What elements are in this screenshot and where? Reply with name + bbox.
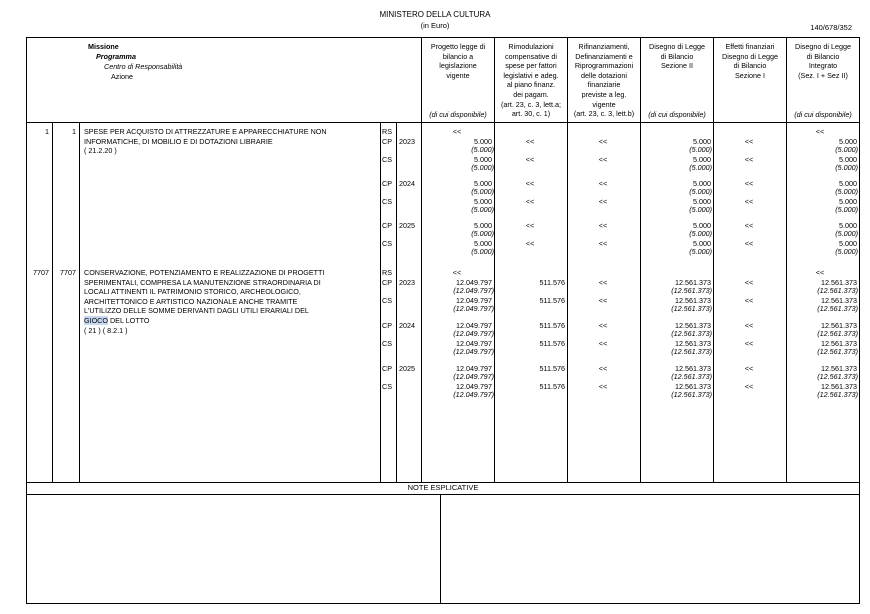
cs-rimodulazioni-value: 511.576: [539, 381, 565, 391]
col-header-sezione-ii-note: (di cui disponibile): [648, 110, 706, 119]
cs-progetto-disponibile: (12.049.797): [453, 390, 494, 400]
cs-rifinanziamenti-value: <<: [598, 295, 608, 305]
cs-effetti-value: <<: [744, 196, 754, 206]
cp-sezione-ii-disponibile: (12.561.373): [671, 286, 712, 296]
row-type-rs: RS: [382, 127, 392, 136]
notes-right-panel: [441, 495, 858, 602]
year-label: 2023: [399, 277, 415, 287]
cp-rifinanziamenti-value: <<: [598, 178, 608, 188]
cp-rifinanziamenti-value: <<: [598, 320, 608, 330]
cs-sezione-ii-value: 12.561.373: [675, 381, 711, 391]
rs-progetto-value: <<: [452, 268, 462, 277]
row-type-cs: CS: [382, 154, 392, 164]
cp-progetto-value: 5.000: [474, 220, 492, 230]
cs-integrato-value: 12.561.373: [821, 338, 857, 348]
cs-integrato-value: 12.561.373: [821, 381, 857, 391]
rs-integrato-value: <<: [815, 127, 825, 136]
cs-progetto-value: 12.049.797: [456, 338, 492, 348]
cp-effetti-value: <<: [744, 220, 754, 230]
cs-integrato-value: 5.000: [839, 238, 857, 248]
cp-effetti-value: <<: [744, 277, 754, 287]
col-header-integrato-note: (di cui disponibile): [794, 110, 852, 119]
cp-progetto-value: 5.000: [474, 136, 492, 146]
row-type-cp: CP: [382, 363, 392, 373]
cs-progetto-value: 12.049.797: [456, 295, 492, 305]
cp-integrato-disponibile: (12.561.373): [817, 286, 858, 296]
cp-effetti-value: <<: [744, 178, 754, 188]
cs-progetto-disponibile: (12.049.797): [453, 347, 494, 357]
cp-rimodulazioni-value: <<: [525, 136, 535, 146]
year-label: 2023: [399, 136, 415, 146]
cs-progetto-value: 5.000: [474, 196, 492, 206]
notes-left-panel: [27, 495, 439, 602]
cp-rifinanziamenti-value: <<: [598, 277, 608, 287]
col-header-rimodulazioni: Rimodulazioni compensative di spese per fattori legislativi e adeg. al piano finanz. dei pagam. (art. 23, c. 3, lett.a; art. 30, c. 1): [501, 42, 561, 119]
cp-integrato-disponibile: (5.000): [835, 145, 858, 155]
cs-rimodulazioni-value: <<: [525, 154, 535, 164]
cs-progetto-disponibile: (5.000): [471, 247, 494, 257]
cp-rifinanziamenti-value: <<: [598, 220, 608, 230]
row-type-cs: CS: [382, 338, 392, 348]
row-type-cp: CP: [382, 136, 392, 146]
cs-sezione-ii-disponibile: (12.561.373): [671, 304, 712, 314]
row-type-cp: CP: [382, 277, 392, 287]
cp-integrato-value: 5.000: [839, 178, 857, 188]
cs-sezione-ii-value: 5.000: [693, 196, 711, 206]
rs-progetto-value: <<: [452, 127, 462, 136]
cp-effetti-value: <<: [744, 136, 754, 146]
cs-progetto-disponibile: (5.000): [471, 205, 494, 215]
cs-rimodulazioni-value: <<: [525, 196, 535, 206]
col-header-rifinanziamenti: Rifinanziamenti, Definanziamenti e Riprogrammazioni delle dotazioni finanziarie previste a leg. vigente (art. 23, c. 3, lett.b): [573, 42, 635, 119]
cs-effetti-value: <<: [744, 238, 754, 248]
cs-sezione-ii-value: 12.561.373: [675, 295, 711, 305]
entry-1-code-a: 1: [45, 127, 49, 136]
cp-progetto-value: 12.049.797: [456, 277, 492, 287]
row-type-cs: CS: [382, 295, 392, 305]
cs-sezione-ii-disponibile: (5.000): [689, 247, 712, 257]
cp-sezione-ii-value: 12.561.373: [675, 320, 711, 330]
col-header-progetto: Progetto legge di bilancio a legislazione vigente: [430, 42, 486, 80]
year-label: 2024: [399, 178, 415, 188]
cp-progetto-disponibile: (5.000): [471, 145, 494, 155]
cs-rimodulazioni-value: <<: [525, 238, 535, 248]
cs-effetti-value: <<: [744, 381, 754, 391]
cp-rimodulazioni-value: 511.576: [539, 320, 565, 330]
cp-progetto-value: 12.049.797: [456, 363, 492, 373]
cp-sezione-ii-disponibile: (5.000): [689, 187, 712, 197]
cs-integrato-disponibile: (5.000): [835, 163, 858, 173]
cp-rifinanziamenti-value: <<: [598, 136, 608, 146]
row-type-cp: CP: [382, 320, 392, 330]
cs-integrato-value: 5.000: [839, 154, 857, 164]
cp-effetti-value: <<: [744, 320, 754, 330]
cs-rifinanziamenti-value: <<: [598, 196, 608, 206]
cs-progetto-disponibile: (5.000): [471, 163, 494, 173]
cs-sezione-ii-disponibile: (5.000): [689, 163, 712, 173]
cs-rimodulazioni-value: 511.576: [539, 338, 565, 348]
cp-sezione-ii-value: 12.561.373: [675, 277, 711, 287]
header-centro: Centro di Responsabilità: [104, 62, 183, 71]
row-type-cp: CP: [382, 178, 392, 188]
cp-rimodulazioni-value: 511.576: [539, 363, 565, 373]
col-header-sezione-ii: Disegno di Legge di Bilancio Sezione II: [649, 42, 705, 71]
cp-effetti-value: <<: [744, 363, 754, 373]
cs-integrato-disponibile: (5.000): [835, 205, 858, 215]
cp-integrato-value: 12.561.373: [821, 277, 857, 287]
entry-1-code-b: 1: [72, 127, 76, 136]
cs-rifinanziamenti-value: <<: [598, 238, 608, 248]
row-type-cs: CS: [382, 238, 392, 248]
row-type-cp: CP: [382, 220, 392, 230]
cs-sezione-ii-disponibile: (5.000): [689, 205, 712, 215]
ministry-title: MINISTERO DELLA CULTURA: [379, 10, 491, 19]
cp-progetto-disponibile: (12.049.797): [453, 329, 494, 339]
unit-label: (in Euro): [420, 21, 450, 30]
row-type-rs: RS: [382, 268, 392, 277]
cp-integrato-disponibile: (5.000): [835, 187, 858, 197]
header-programma: Programma: [96, 52, 136, 61]
year-label: 2025: [399, 363, 415, 373]
cs-rifinanziamenti-value: <<: [598, 381, 608, 391]
notes-title: NOTE ESPLICATIVE: [407, 483, 479, 492]
cs-sezione-ii-value: 5.000: [693, 238, 711, 248]
cp-progetto-disponibile: (5.000): [471, 229, 494, 239]
cp-integrato-disponibile: (5.000): [835, 229, 858, 239]
entry-2-code-b: 7707: [60, 268, 76, 277]
entry-2-code-a: 7707: [33, 268, 49, 277]
cs-effetti-value: <<: [744, 338, 754, 348]
page-reference: 140/678/352: [810, 23, 852, 32]
cs-rifinanziamenti-value: <<: [598, 338, 608, 348]
cp-sezione-ii-disponibile: (5.000): [689, 229, 712, 239]
cp-progetto-disponibile: (5.000): [471, 187, 494, 197]
cp-rifinanziamenti-value: <<: [598, 363, 608, 373]
entry-2-description: CONSERVAZIONE, POTENZIAMENTO E REALIZZAZIONE DI PROGETTI SPERIMENTALI, COMPRESA LA MANUTENZIONE STRAORDINARIA DI LOCALI ATTINENTI IL PATRIMONIO STORICO, ARCHEOLOGICO, ARCHITETTONICO E ARTISTICO NAZIONALE ANCHE TRAMITE L'UTILIZZO DELLE SOMME DERIVANTI DAGLI UTILI ERARIALI DEL GIOCO DEL LOTTO ( 21 ) ( 8.2.1 ): [84, 268, 325, 335]
cp-sezione-ii-disponibile: (12.561.373): [671, 329, 712, 339]
cs-progetto-disponibile: (12.049.797): [453, 304, 494, 314]
cs-progetto-value: 5.000: [474, 154, 492, 164]
cp-integrato-value: 5.000: [839, 136, 857, 146]
cp-progetto-disponibile: (12.049.797): [453, 372, 494, 382]
col-header-progetto-note: (di cui disponibile): [429, 110, 487, 119]
cp-sezione-ii-value: 5.000: [693, 136, 711, 146]
row-type-cs: CS: [382, 196, 392, 206]
cp-sezione-ii-disponibile: (5.000): [689, 145, 712, 155]
entry-1-description: SPESE PER ACQUISTO DI ATTREZZATURE E APPARECCHIATURE NON INFORMATICHE, DI MOBILIO E DI DOTAZIONI LIBRARIE ( 21.2.20 ): [84, 127, 327, 156]
col-header-integrato: Disegno di Legge di Bilancio Integrato (Sez. I + Sez II): [795, 42, 851, 80]
cp-integrato-disponibile: (12.561.373): [817, 372, 858, 382]
cp-integrato-value: 12.561.373: [821, 363, 857, 373]
cs-effetti-value: <<: [744, 295, 754, 305]
row-type-cs: CS: [382, 381, 392, 391]
highlighted-word: GIOCO: [84, 315, 108, 325]
cp-progetto-disponibile: (12.049.797): [453, 286, 494, 296]
cs-rimodulazioni-value: 511.576: [539, 295, 565, 305]
col-header-effetti: Effetti finanziari Disegno di Legge di Bilancio Sezione I: [722, 42, 778, 80]
cs-sezione-ii-value: 5.000: [693, 154, 711, 164]
cs-sezione-ii-disponibile: (12.561.373): [671, 347, 712, 357]
cs-sezione-ii-disponibile: (12.561.373): [671, 390, 712, 400]
cp-rimodulazioni-value: <<: [525, 220, 535, 230]
cp-rimodulazioni-value: 511.576: [539, 277, 565, 287]
cs-progetto-value: 12.049.797: [456, 381, 492, 391]
cp-sezione-ii-disponibile: (12.561.373): [671, 372, 712, 382]
cs-integrato-disponibile: (12.561.373): [817, 347, 858, 357]
cs-integrato-disponibile: (12.561.373): [817, 304, 858, 314]
cs-integrato-value: 12.561.373: [821, 295, 857, 305]
cs-integrato-value: 5.000: [839, 196, 857, 206]
cs-sezione-ii-value: 12.561.373: [675, 338, 711, 348]
cs-integrato-disponibile: (12.561.373): [817, 390, 858, 400]
cp-rimodulazioni-value: <<: [525, 178, 535, 188]
cp-sezione-ii-value: 5.000: [693, 220, 711, 230]
cp-integrato-value: 12.561.373: [821, 320, 857, 330]
cs-integrato-disponibile: (5.000): [835, 247, 858, 257]
rs-integrato-value: <<: [815, 268, 825, 277]
header-missione: Missione: [88, 42, 119, 51]
cp-integrato-value: 5.000: [839, 220, 857, 230]
cs-effetti-value: <<: [744, 154, 754, 164]
cp-progetto-value: 5.000: [474, 178, 492, 188]
cs-rifinanziamenti-value: <<: [598, 154, 608, 164]
cs-progetto-value: 5.000: [474, 238, 492, 248]
cp-integrato-disponibile: (12.561.373): [817, 329, 858, 339]
cp-progetto-value: 12.049.797: [456, 320, 492, 330]
year-label: 2024: [399, 320, 415, 330]
cp-sezione-ii-value: 12.561.373: [675, 363, 711, 373]
header-azione: Azione: [111, 72, 133, 81]
cp-sezione-ii-value: 5.000: [693, 178, 711, 188]
year-label: 2025: [399, 220, 415, 230]
